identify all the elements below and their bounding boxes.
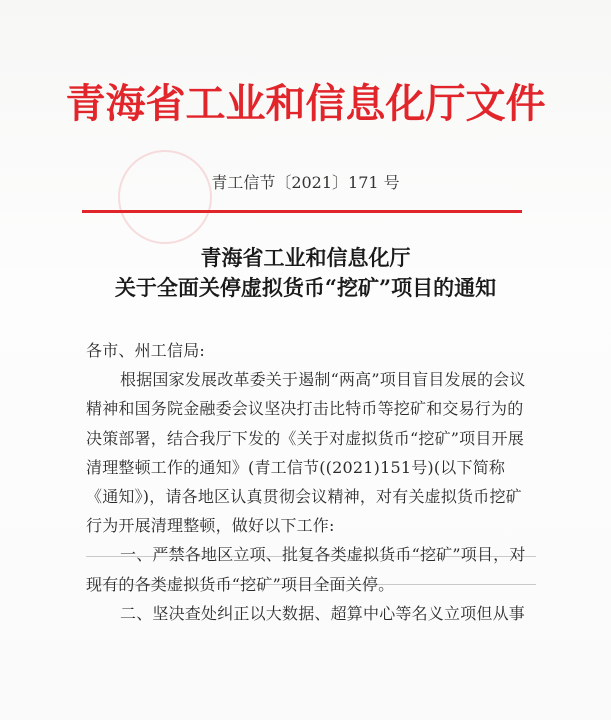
salutation: 各市、州工信局: [86, 341, 205, 360]
faint-stamp [118, 150, 212, 244]
body-line: 《通知》)，请各地区认真贯彻会议精神，对有关虚拟货币挖矿 [86, 487, 522, 507]
body-line: 行为开展清理整顿，做好以下工作: [86, 516, 335, 536]
body-line: 决策部署，结合我厅下发的《关于对虚拟货币“挖矿”项目开展 [86, 428, 524, 448]
title-line-1: 青海省工业和信息化厅 [200, 245, 411, 270]
body-text [86, 336, 536, 628]
body-line: 清理整顿工作的通知》(青工信节((2021)151号)(以下简称 [86, 457, 506, 477]
body-line: 二、坚决查处纠正以大数据、超算中心等名义立项但从事 [120, 603, 526, 623]
red-divider [82, 210, 522, 213]
body-line: 一、严禁各地区立项、批复各类虚拟货币“挖矿”项目，对 [120, 545, 526, 565]
title-line-2: 关于全面关停虚拟货币“挖矿”项目的通知 [114, 275, 497, 300]
body-line: 现有的各类虚拟货币“挖矿”项目全面关停。 [86, 574, 395, 594]
issuer-header: 青海省工业和信息化厅文件 [65, 80, 546, 127]
body-line: 根据国家发展改革委关于遏制“两高”项目盲目发展的会议 [120, 370, 526, 390]
body-line: 精神和国务院金融委会议坚决打击比特币等挖矿和交易行为的 [86, 399, 524, 419]
document-number: 青工信节〔2021〕171 号 [211, 173, 400, 192]
